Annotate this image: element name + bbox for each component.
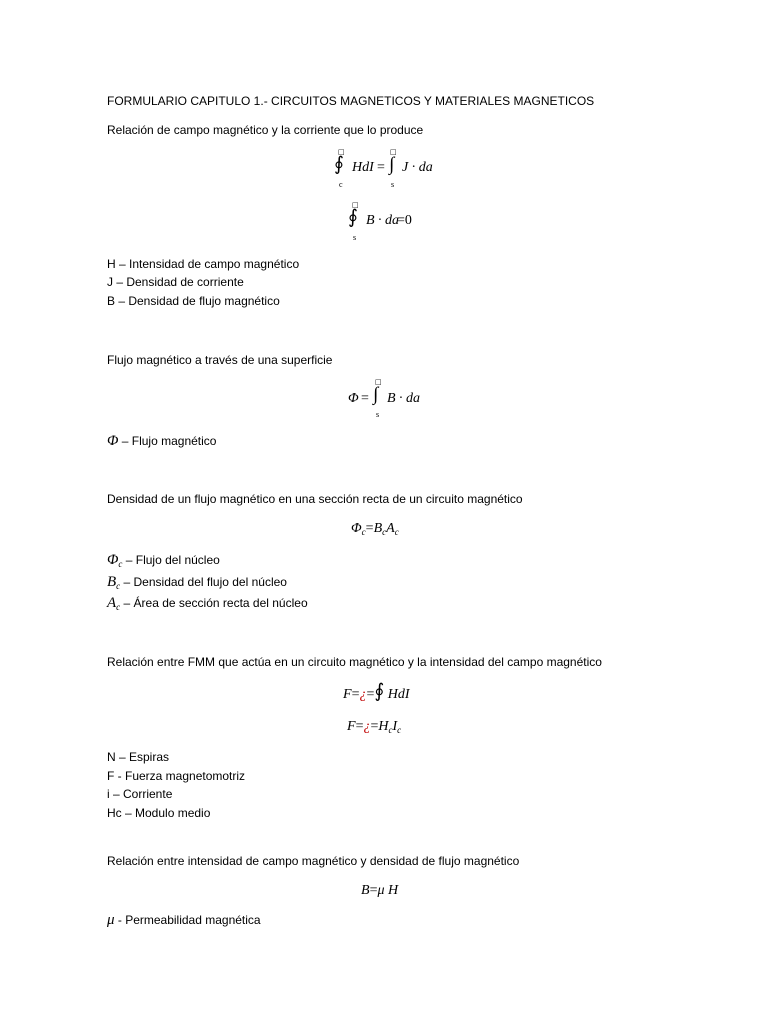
phi-symbol: Φ (107, 552, 119, 568)
definition-text: - Permeabilidad magnética (114, 913, 261, 927)
integral-lower-limit: s (376, 410, 380, 419)
a-symbol: A (107, 595, 117, 611)
document-title: FORMULARIO CAPITULO 1.- CIRCUITOS MAGNETICOS Y MATERIALES MAGNETICOS (107, 94, 595, 108)
integral-symbol: ∫ (389, 154, 395, 175)
equals-sign: = (361, 391, 369, 406)
definition-a-c (107, 596, 308, 615)
f-symbol: F (343, 687, 352, 702)
equals-sign: = (377, 160, 385, 175)
equation-rhs: J · da (402, 160, 433, 175)
contour-integral-symbol: ∮ (374, 681, 385, 702)
integral-lower-limit: c (339, 180, 343, 189)
a-symbol: A (386, 521, 395, 536)
equals-sign: = (369, 883, 378, 898)
equation-mmf-core (347, 719, 401, 738)
integral-lower-limit: s (353, 233, 357, 242)
equation-core-flux (351, 521, 399, 540)
definition-h: H – Intensidad de campo magnético (107, 257, 300, 271)
equals-zero: =0 (397, 213, 412, 228)
definition-i: i – Corriente (107, 787, 173, 801)
integral-lower-limit: s (391, 180, 395, 189)
definition-text: – Densidad del flujo del núcleo (120, 575, 287, 589)
section3-heading: Densidad de un flujo magnético en una sección recta de un circuito magnético (107, 492, 523, 506)
phi-symbol: Φ (351, 521, 362, 536)
current-placeholder: ¿ (359, 687, 367, 702)
section1-heading: Relación de campo magnético y la corriente que lo produce (107, 123, 424, 137)
definition-text: – Flujo magnético (118, 434, 217, 448)
phi-symbol: Φ (107, 433, 119, 449)
mu-symbol: μ (377, 883, 385, 898)
contour-integral-symbol: ∮ (334, 154, 344, 175)
b-symbol: B (373, 521, 383, 536)
subscript: c (361, 527, 366, 537)
b-symbol: B (107, 574, 117, 590)
f-symbol: F (347, 719, 356, 734)
definition-f: F - Fuerza magnetomotriz (107, 769, 246, 783)
equals-sign: = (366, 687, 375, 702)
subscript: c (116, 602, 121, 612)
equation-permeability (361, 883, 398, 899)
equation-body: B · da (387, 391, 421, 406)
b-symbol: B (361, 883, 370, 898)
subscript: c (118, 559, 123, 569)
section5-heading: Relación entre intensidad de campo magnético y densidad de flujo magnético (107, 854, 520, 868)
equals-sign: = (351, 687, 360, 702)
subscript: c (397, 725, 402, 735)
definition-phi (107, 434, 216, 449)
phi-symbol: Φ (348, 391, 359, 406)
definition-j: J – Densidad de corriente (107, 275, 244, 289)
placeholder-box-icon: □ (390, 148, 397, 156)
equation-body: HdI (387, 687, 410, 702)
placeholder-box-icon: □ (375, 378, 382, 386)
contour-integral-symbol: ∮ (348, 207, 358, 228)
definition-b-c (107, 575, 287, 594)
equals-sign: = (365, 521, 374, 536)
equation-lhs: HdI (352, 160, 374, 175)
placeholder-box-icon: □ (352, 201, 359, 209)
h-symbol: H (378, 719, 389, 734)
definition-mu (107, 913, 261, 928)
definition-hc: Hc – Modulo medio (107, 806, 211, 820)
subscript: c (116, 581, 121, 591)
section4-heading: Relación entre FMM que actúa en un circuito magnético y la intensidad del campo magnético (107, 655, 602, 669)
subscript: c (382, 527, 387, 537)
integral-symbol: ∫ (373, 384, 379, 405)
equals-sign: = (355, 719, 364, 734)
equation-body: B · da (366, 213, 400, 228)
placeholder-box-icon: □ (338, 148, 345, 156)
definition-n: N – Espiras (107, 750, 170, 764)
definition-phi-c (107, 553, 220, 572)
h-symbol: H (388, 883, 399, 898)
equation-mmf-integral (343, 681, 410, 703)
definition-b: B – Densidad de flujo magnético (107, 294, 280, 308)
subscript: c (388, 725, 393, 735)
section2-heading: Flujo magnético a través de una superficie (107, 353, 333, 367)
mu-symbol: μ (107, 912, 115, 928)
subscript: c (394, 527, 399, 537)
equals-sign: = (370, 719, 379, 734)
definition-text: – Área de sección recta del núcleo (120, 596, 308, 610)
definition-text: – Flujo del núcleo (122, 553, 220, 567)
current-placeholder: ¿ (363, 719, 371, 734)
l-symbol: I (392, 719, 398, 734)
